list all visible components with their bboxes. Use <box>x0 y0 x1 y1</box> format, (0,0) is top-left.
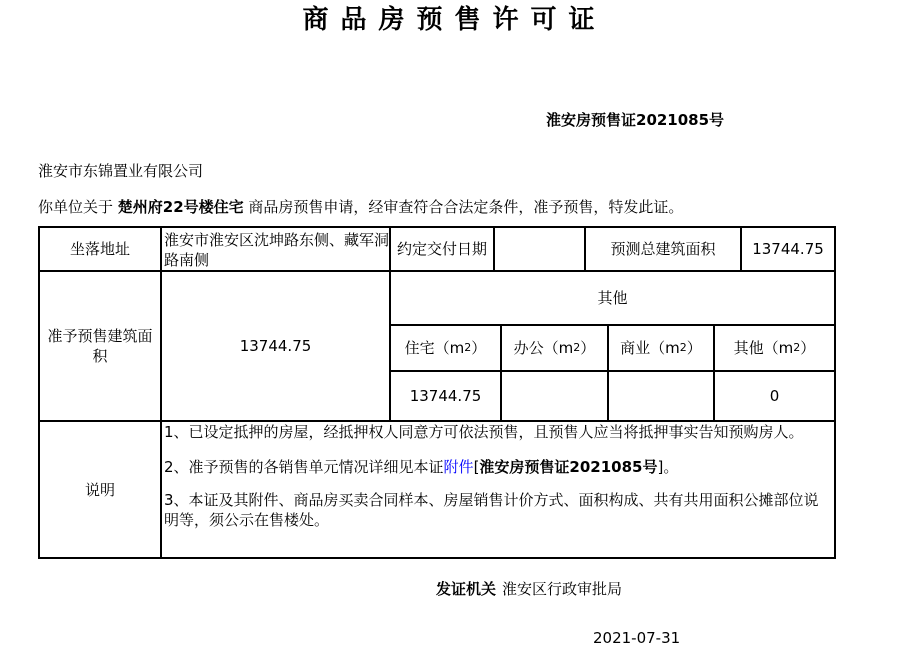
residential-unit-close: ） <box>471 339 487 357</box>
office-label-text: 办公（m <box>513 339 574 357</box>
issue-date: 2021-07-31 <box>593 629 681 647</box>
attachment-link[interactable]: 附件 <box>443 458 474 476</box>
intro-suffix: 商品房预售申请，经审查符合合法定条件，准予预售，特发此证。 <box>243 198 684 216</box>
delivery-date-value <box>495 228 586 272</box>
total-area-value: 13744.75 <box>742 228 836 272</box>
company-name: 淮安市东锦置业有限公司 <box>38 162 204 180</box>
note-2 <box>164 457 678 477</box>
office-unit-close: ） <box>580 339 596 357</box>
intro-prefix: 你单位关于 <box>38 198 118 216</box>
issuer <box>436 579 622 599</box>
commercial-label: 商业（m 2 ） <box>609 326 715 372</box>
notes-content <box>162 422 836 559</box>
page-title: 商品房预售许可证 <box>302 5 607 35</box>
presale-area-label: 准予预售建筑面积 <box>40 272 162 422</box>
intro-text <box>38 197 683 217</box>
commercial-unit-close: ） <box>686 339 702 357</box>
others-label: 其他（m 2 ） <box>715 326 836 372</box>
project-name: 楚州府22号楼住宅 <box>117 198 244 216</box>
note-3: 3、本证及其附件、商品房买卖合同样本、房屋销售计价方式、面积构成、共有共用面积公摊部位说明等，须公示在售楼处。 <box>164 491 819 529</box>
issuer-value: 淮安区行政审批局 <box>502 580 623 598</box>
issuer-label: 发证机关 <box>436 580 497 598</box>
location-label: 坐落地址 <box>40 228 162 272</box>
others-value: 0 <box>715 372 836 422</box>
note-2-prefix: 2、准予预售的各销售单元情况详细见本证 <box>164 458 444 476</box>
certificate-number: 淮安房预售证2021085号 <box>546 111 725 129</box>
delivery-date-label: 约定交付日期 <box>391 228 495 272</box>
note-2-bracket-open: [ <box>473 458 480 476</box>
residential-label: 住宅（m 2 ） <box>391 326 502 372</box>
others-label-text: 其他（m <box>733 339 794 357</box>
permit-table <box>38 226 836 559</box>
presale-area-value: 13744.75 <box>162 272 391 422</box>
note-2-suffix: ]。 <box>657 458 679 476</box>
note-1: 1、已设定抵押的房屋，经抵押权人同意方可依法预售，且预售人应当将抵押事实告知预购房人。 <box>164 423 804 441</box>
residential-label-text: 住宅（m <box>404 339 465 357</box>
others-unit-close: ） <box>800 339 816 357</box>
notes-label: 说明 <box>40 422 162 559</box>
office-label: 办公（m 2 ） <box>502 326 609 372</box>
office-value <box>502 372 609 422</box>
commercial-value <box>609 372 715 422</box>
other-header: 其他 <box>391 272 836 326</box>
residential-value: 13744.75 <box>391 372 502 422</box>
location-value: 淮安市淮安区沈坤路东侧、藏军洞路南侧 <box>162 228 391 272</box>
commercial-label-text: 商业（m <box>620 339 680 357</box>
total-area-label: 预测总建筑面积 <box>586 228 742 272</box>
note-2-cert: 淮安房预售证2021085号 <box>479 458 658 476</box>
